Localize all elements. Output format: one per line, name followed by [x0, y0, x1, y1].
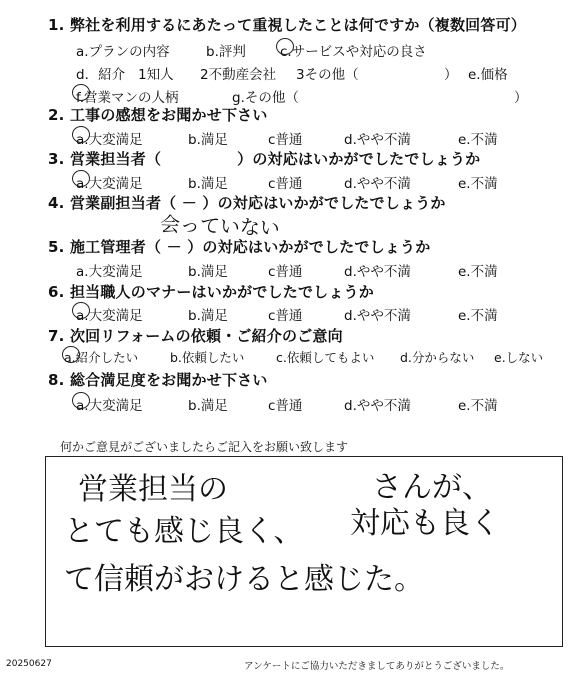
q3-option-d[interactable]: d.やや不満 [344, 176, 411, 192]
q1-option-g-close: ） [514, 90, 528, 106]
q8-option-c[interactable]: c普通 [268, 398, 303, 414]
q6-option-b[interactable]: b.満足 [188, 308, 228, 324]
q4-title: 4. 営業副担当者（ － ）の対応はいかがでしたでしょうか [48, 194, 446, 212]
q7-option-a[interactable]: a.紹介したい [64, 350, 139, 365]
q8-option-a[interactable]: a.大変満足 [76, 398, 143, 414]
q2-option-a[interactable]: a.大変満足 [76, 132, 143, 148]
q8-title: 8. 総合満足度をお聞かせ下さい [48, 371, 268, 389]
q1-option-d1[interactable]: 1知人 [138, 67, 174, 83]
q2-option-c[interactable]: c普通 [268, 132, 303, 148]
q1-option-d3-close: ） [444, 67, 458, 83]
q5-option-a[interactable]: a.大変満足 [76, 264, 143, 280]
q3-title: 3. 営業担当者（ ）の対応はいかがでしたでしょうか [48, 150, 481, 168]
comment-line-2b: 対応も良く [350, 506, 500, 541]
q5-title: 5. 施工管理者（ － ）の対応はいかがでしたでしょうか [48, 238, 431, 256]
q5-option-e[interactable]: e.不満 [458, 264, 498, 280]
comment-line-2a: とても感じ良く、 [64, 514, 304, 549]
q8-option-d[interactable]: d.やや不満 [344, 398, 411, 414]
q1-title: 1. 弊社を利用するにあたって重視したことは何ですか（複数回答可） [48, 16, 526, 34]
q2-option-e[interactable]: e.不満 [458, 132, 498, 148]
q1-option-d2[interactable]: 2不動産会社 [200, 67, 277, 83]
q4-handwritten-note: 会っていない [159, 211, 281, 241]
q6-option-e[interactable]: e.不満 [458, 308, 498, 324]
comment-line-1a: 営業担当の [78, 472, 228, 507]
q1-option-c[interactable]: c.サービスや対応の良さ [280, 44, 427, 60]
q1-option-f[interactable]: f.営業マンの人柄 [76, 90, 179, 106]
comment-line-1b: さんが、 [372, 470, 492, 505]
q2-title: 2. 工事の感想をお聞かせ下さい [48, 106, 268, 124]
q1-option-d[interactable]: d．紹介 [76, 67, 126, 83]
q6-option-c[interactable]: c普通 [268, 308, 303, 324]
q1-option-e[interactable]: e.価格 [468, 67, 508, 83]
q2-option-d[interactable]: d.やや不満 [344, 132, 411, 148]
comment-prompt: 何かご意見がございましたらご記入をお願い致します [60, 440, 349, 454]
q7-option-e[interactable]: e.しない [494, 350, 544, 365]
footer-date: 20250627 [6, 659, 52, 669]
q5-option-c[interactable]: c普通 [268, 264, 303, 280]
q5-option-b[interactable]: b.満足 [188, 264, 228, 280]
footer-thanks: アンケートにご協力いただきましてありがとうございました。 [244, 661, 510, 672]
q6-title: 6. 担当職人のマナーはいかがでしたでしょうか [48, 283, 374, 301]
q6-option-d[interactable]: d.やや不満 [344, 308, 411, 324]
q7-option-d[interactable]: d.分からない [400, 350, 475, 365]
q5-option-d[interactable]: d.やや不満 [344, 264, 411, 280]
q3-option-a[interactable]: a.大変満足 [76, 176, 143, 192]
q1-option-g[interactable]: g.その他（ [232, 90, 299, 106]
q1-option-b[interactable]: b.評判 [206, 44, 246, 60]
q8-option-e[interactable]: e.不満 [458, 398, 498, 414]
q1-option-a[interactable]: a.プランの内容 [76, 44, 170, 60]
q2-option-b[interactable]: b.満足 [188, 132, 228, 148]
q6-option-a[interactable]: a.大変満足 [76, 308, 143, 324]
comment-line-3: て信頼がおけると感じた。 [64, 562, 424, 597]
q7-title: 7. 次回リフォームの依頼・ご紹介のご意向 [48, 327, 343, 345]
q3-option-e[interactable]: e.不満 [458, 176, 498, 192]
q8-option-b[interactable]: b.満足 [188, 398, 228, 414]
q3-option-c[interactable]: c普通 [268, 176, 303, 192]
q1-option-d3[interactable]: 3その他（ [296, 67, 359, 83]
q7-option-c[interactable]: c.依頼してもよい [276, 350, 375, 365]
q3-option-b[interactable]: b.満足 [188, 176, 228, 192]
q7-option-b[interactable]: b.依頼したい [170, 350, 245, 365]
